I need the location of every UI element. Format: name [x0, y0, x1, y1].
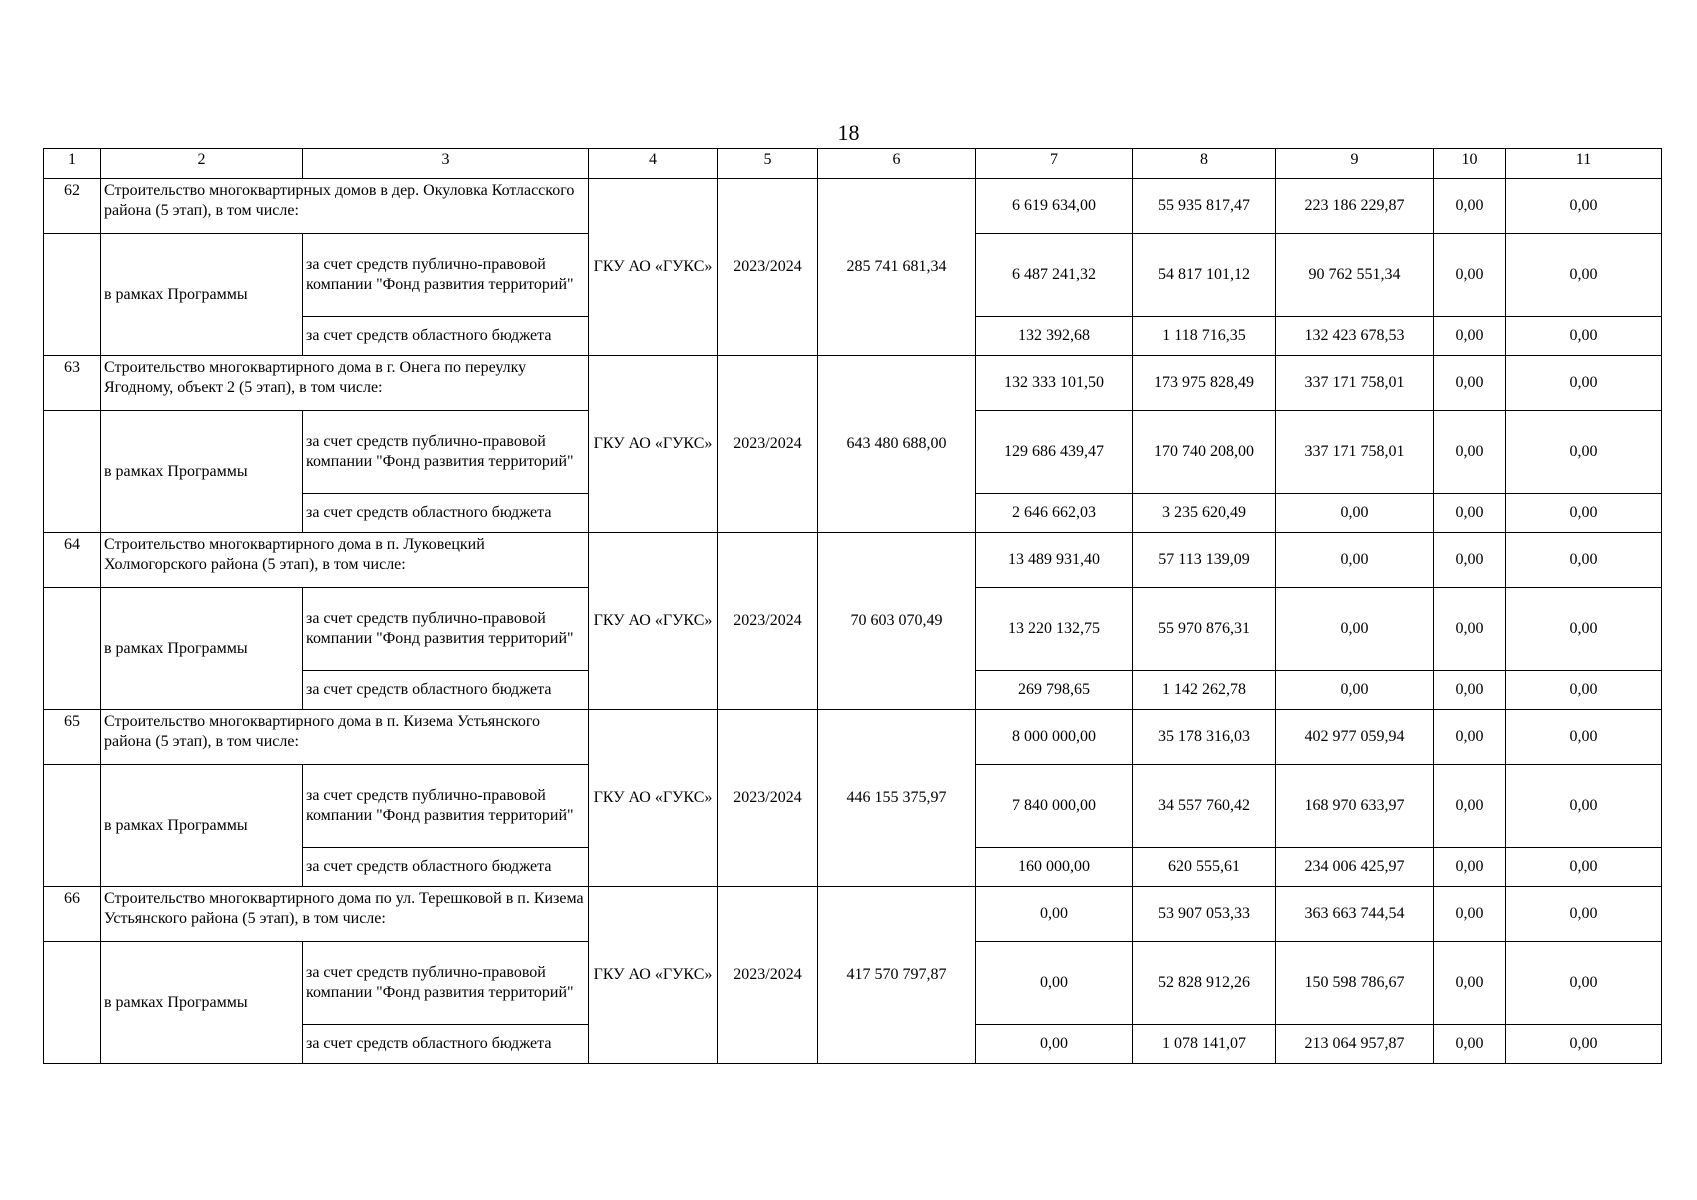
amount-fund: 0,00 [1506, 942, 1662, 1025]
source-fund-label: за счет средств публично-правовой компании "Фонд развития территорий" [303, 234, 589, 317]
customer: ГКУ АО «ГУКС» [589, 179, 718, 356]
amount-budget: 0,00 [1434, 671, 1506, 710]
amount-total: 132 333 101,50 [976, 356, 1133, 411]
row-number: 63 [44, 356, 101, 411]
amount-total: 363 663 744,54 [1276, 887, 1434, 942]
amount-fund: 0,00 [1434, 942, 1506, 1025]
amount-budget: 0,00 [1506, 317, 1662, 356]
source-budget-label: за счет средств областного бюджета [303, 317, 589, 356]
amount-budget: 0,00 [1434, 317, 1506, 356]
amount-fund: 0,00 [1506, 765, 1662, 848]
amount-fund: 150 598 786,67 [1276, 942, 1434, 1025]
amount-total: 0,00 [1434, 710, 1506, 765]
amount-total: 57 113 139,09 [1133, 533, 1276, 588]
row-number-empty [44, 411, 101, 533]
row-number: 66 [44, 887, 101, 942]
column-number: 9 [1276, 149, 1434, 179]
amount-budget: 2 646 662,03 [976, 494, 1133, 533]
row-number: 62 [44, 179, 101, 234]
amount-fund: 170 740 208,00 [1133, 411, 1276, 494]
amount-total: 0,00 [1434, 179, 1506, 234]
amount-total: 0,00 [1506, 533, 1662, 588]
amount-total: 223 186 229,87 [1276, 179, 1434, 234]
amount-budget: 0,00 [1434, 494, 1506, 533]
row-number: 65 [44, 710, 101, 765]
total-cost: 70 603 070,49 [818, 533, 976, 710]
object-row [44, 887, 1662, 942]
amount-total: 0,00 [1434, 533, 1506, 588]
column-number-header-row [44, 149, 1662, 179]
object-name: Строительство многоквартирных домов в дер. Окуловка Котласского района (5 этап), в том числе: [101, 179, 589, 234]
amount-fund: 54 817 101,12 [1133, 234, 1276, 317]
column-number: 5 [718, 149, 818, 179]
amount-budget: 0,00 [1434, 848, 1506, 887]
period: 2023/2024 [718, 710, 818, 887]
amount-budget: 0,00 [1276, 494, 1434, 533]
amount-total: 53 907 053,33 [1133, 887, 1276, 942]
amount-budget: 3 235 620,49 [1133, 494, 1276, 533]
amount-total: 35 178 316,03 [1133, 710, 1276, 765]
amount-budget: 1 118 716,35 [1133, 317, 1276, 356]
program-label: в рамках Программы [101, 411, 303, 533]
source-fund-label: за счет средств публично-правовой компании "Фонд развития территорий" [303, 411, 589, 494]
amount-fund: 6 487 241,32 [976, 234, 1133, 317]
customer: ГКУ АО «ГУКС» [589, 533, 718, 710]
column-number: 3 [303, 149, 589, 179]
column-number: 4 [589, 149, 718, 179]
object-name: Строительство многоквартирного дома в г. Онега по переулку Ягодному, объект 2 (5 этап), в том числе: [101, 356, 589, 411]
period: 2023/2024 [718, 356, 818, 533]
column-number: 7 [976, 149, 1133, 179]
amount-budget: 0,00 [1506, 671, 1662, 710]
amount-fund: 0,00 [1506, 411, 1662, 494]
program-label: в рамках Программы [101, 942, 303, 1064]
amount-fund: 7 840 000,00 [976, 765, 1133, 848]
amount-fund: 0,00 [1506, 588, 1662, 671]
column-number: 1 [44, 149, 101, 179]
amount-fund: 90 762 551,34 [1276, 234, 1434, 317]
program-label: в рамках Программы [101, 234, 303, 356]
customer: ГКУ АО «ГУКС» [589, 887, 718, 1064]
amount-budget: 1 142 262,78 [1133, 671, 1276, 710]
amount-budget: 132 423 678,53 [1276, 317, 1434, 356]
budget-table [43, 148, 1662, 1064]
total-cost: 285 741 681,34 [818, 179, 976, 356]
object-row [44, 533, 1662, 588]
source-fund-label: за счет средств публично-правовой компании "Фонд развития территорий" [303, 765, 589, 848]
column-number: 10 [1434, 149, 1506, 179]
amount-fund: 0,00 [1434, 234, 1506, 317]
amount-fund: 13 220 132,75 [976, 588, 1133, 671]
period: 2023/2024 [718, 887, 818, 1064]
column-number: 2 [101, 149, 303, 179]
amount-budget: 213 064 957,87 [1276, 1025, 1434, 1064]
object-name: Строительство многоквартирного дома в п. Кизема Устьянского района (5 этап), в том числе: [101, 710, 589, 765]
amount-total: 0,00 [1434, 356, 1506, 411]
amount-fund: 0,00 [1276, 588, 1434, 671]
amount-budget: 1 078 141,07 [1133, 1025, 1276, 1064]
amount-total: 0,00 [1506, 356, 1662, 411]
amount-fund: 0,00 [1506, 234, 1662, 317]
source-budget-label: за счет средств областного бюджета [303, 1025, 589, 1064]
amount-total: 0,00 [1506, 887, 1662, 942]
object-row [44, 356, 1662, 411]
source-budget-label: за счет средств областного бюджета [303, 848, 589, 887]
column-number: 6 [818, 149, 976, 179]
column-number: 8 [1133, 149, 1276, 179]
amount-total: 0,00 [976, 887, 1133, 942]
amount-total: 8 000 000,00 [976, 710, 1133, 765]
source-budget-label: за счет средств областного бюджета [303, 494, 589, 533]
amount-budget: 160 000,00 [976, 848, 1133, 887]
amount-total: 337 171 758,01 [1276, 356, 1434, 411]
page-number: 18 [837, 120, 860, 145]
total-cost: 643 480 688,00 [818, 356, 976, 533]
amount-budget: 269 798,65 [976, 671, 1133, 710]
amount-fund: 129 686 439,47 [976, 411, 1133, 494]
object-row [44, 179, 1662, 234]
amount-fund: 52 828 912,26 [1133, 942, 1276, 1025]
amount-budget: 0,00 [1506, 848, 1662, 887]
total-cost: 446 155 375,97 [818, 710, 976, 887]
amount-total: 173 975 828,49 [1133, 356, 1276, 411]
amount-budget: 620 555,61 [1133, 848, 1276, 887]
customer: ГКУ АО «ГУКС» [589, 710, 718, 887]
amount-fund: 337 171 758,01 [1276, 411, 1434, 494]
customer: ГКУ АО «ГУКС» [589, 356, 718, 533]
amount-fund: 34 557 760,42 [1133, 765, 1276, 848]
amount-total: 0,00 [1276, 533, 1434, 588]
row-number-empty [44, 588, 101, 710]
amount-fund: 55 970 876,31 [1133, 588, 1276, 671]
amount-fund: 0,00 [1434, 765, 1506, 848]
amount-fund: 0,00 [1434, 588, 1506, 671]
amount-budget: 0,00 [1434, 1025, 1506, 1064]
amount-total: 0,00 [1506, 710, 1662, 765]
object-name: Строительство многоквартирного дома в п. Луковецкий Холмогорского района (5 этап), в том числе: [101, 533, 589, 588]
amount-budget: 0,00 [976, 1025, 1133, 1064]
amount-budget: 0,00 [1506, 1025, 1662, 1064]
total-cost: 417 570 797,87 [818, 887, 976, 1064]
row-number: 64 [44, 533, 101, 588]
row-number-empty [44, 942, 101, 1064]
program-label: в рамках Программы [101, 588, 303, 710]
source-budget-label: за счет средств областного бюджета [303, 671, 589, 710]
period: 2023/2024 [718, 533, 818, 710]
amount-fund: 0,00 [1434, 411, 1506, 494]
object-name: Строительство многоквартирного дома по ул. Терешковой в п. Кизема Устьянского района (5 этап), в том числе: [101, 887, 589, 942]
program-label: в рамках Программы [101, 765, 303, 887]
amount-budget: 0,00 [1506, 494, 1662, 533]
amount-total: 0,00 [1506, 179, 1662, 234]
source-fund-label: за счет средств публично-правовой компании "Фонд развития территорий" [303, 942, 589, 1025]
period: 2023/2024 [718, 179, 818, 356]
source-fund-label: за счет средств публично-правовой компании "Фонд развития территорий" [303, 588, 589, 671]
amount-fund: 0,00 [976, 942, 1133, 1025]
object-row [44, 710, 1662, 765]
amount-fund: 168 970 633,97 [1276, 765, 1434, 848]
row-number-empty [44, 765, 101, 887]
amount-total: 0,00 [1434, 887, 1506, 942]
amount-budget: 132 392,68 [976, 317, 1133, 356]
amount-total: 6 619 634,00 [976, 179, 1133, 234]
amount-total: 402 977 059,94 [1276, 710, 1434, 765]
amount-budget: 0,00 [1276, 671, 1434, 710]
amount-budget: 234 006 425,97 [1276, 848, 1434, 887]
amount-total: 55 935 817,47 [1133, 179, 1276, 234]
amount-total: 13 489 931,40 [976, 533, 1133, 588]
row-number-empty [44, 234, 101, 356]
column-number: 11 [1506, 149, 1662, 179]
